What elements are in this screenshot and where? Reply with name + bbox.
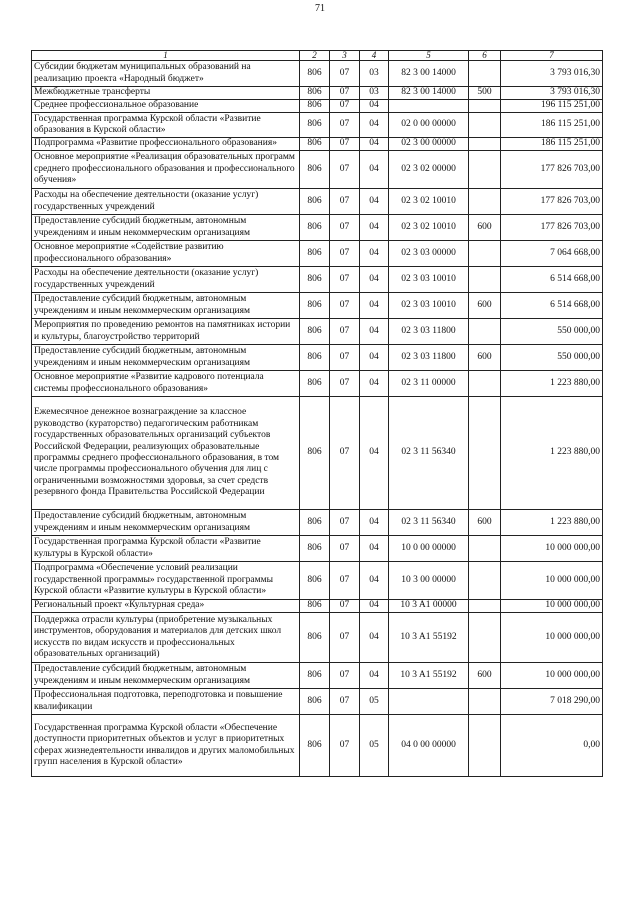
- section-code: 07: [330, 100, 360, 113]
- section-code: 07: [330, 600, 360, 613]
- table-row: [32, 113, 603, 138]
- amount: 7 018 290,00: [501, 689, 603, 715]
- subsection-code: 04: [360, 345, 389, 371]
- section-code: 07: [330, 319, 360, 345]
- expense-type-code: [469, 397, 501, 510]
- amount: 10 000 000,00: [501, 663, 603, 689]
- item-name: Региональный проект «Культурная среда»: [32, 600, 300, 613]
- expense-type-code: 600: [469, 663, 501, 689]
- table-row: [32, 613, 603, 663]
- expense-type-code: [469, 536, 501, 562]
- expense-type-code: [469, 267, 501, 293]
- section-code: 07: [330, 663, 360, 689]
- section-code: 07: [330, 61, 360, 87]
- expense-type-code: [469, 100, 501, 113]
- ministry-code: 806: [300, 151, 330, 189]
- amount: 186 115 251,00: [501, 113, 603, 138]
- target-article-code: 10 3 A1 00000: [389, 600, 469, 613]
- budget-table: [31, 50, 603, 777]
- table-row: [32, 600, 603, 613]
- ministry-code: 806: [300, 215, 330, 241]
- target-article-code: [389, 100, 469, 113]
- section-code: 07: [330, 613, 360, 663]
- expense-type-code: [469, 61, 501, 87]
- section-code: 07: [330, 715, 360, 777]
- ministry-code: 806: [300, 319, 330, 345]
- header-row: [32, 51, 603, 61]
- subsection-code: 04: [360, 241, 389, 267]
- expense-type-code: [469, 138, 501, 151]
- item-name: Государственная программа Курской области «Обеспечение доступности приоритетных объектов и услуг в приоритетных сферах жизнедеятельности инвалидов и других маломобильных групп населения в Курской области»: [32, 715, 300, 777]
- target-article-code: 82 3 00 14000: [389, 87, 469, 100]
- ministry-code: 806: [300, 113, 330, 138]
- expense-type-code: [469, 151, 501, 189]
- table-row: [32, 267, 603, 293]
- amount: 550 000,00: [501, 319, 603, 345]
- page-number: 71: [315, 3, 325, 14]
- amount: 10 000 000,00: [501, 562, 603, 600]
- target-article-code: 10 3 00 00000: [389, 562, 469, 600]
- section-code: 07: [330, 293, 360, 319]
- ministry-code: 806: [300, 613, 330, 663]
- ministry-code: 806: [300, 138, 330, 151]
- item-name: Профессиональная подготовка, переподготовка и повышение квалификации: [32, 689, 300, 715]
- section-code: 07: [330, 397, 360, 510]
- item-name: Основное мероприятие «Реализация образовательных программ среднего профессионального образования и профессионального обучения»: [32, 151, 300, 189]
- target-article-code: 02 3 03 00000: [389, 241, 469, 267]
- subsection-code: 03: [360, 61, 389, 87]
- target-article-code: 10 3 A1 55192: [389, 663, 469, 689]
- expense-type-code: 600: [469, 215, 501, 241]
- amount: 1 223 880,00: [501, 397, 603, 510]
- ministry-code: 806: [300, 293, 330, 319]
- subsection-code: 04: [360, 215, 389, 241]
- ministry-code: 806: [300, 397, 330, 510]
- target-article-code: 02 3 11 00000: [389, 371, 469, 397]
- target-article-code: 02 3 02 10010: [389, 215, 469, 241]
- table-row: [32, 689, 603, 715]
- expense-type-code: [469, 113, 501, 138]
- expense-type-code: [469, 562, 501, 600]
- target-article-code: 82 3 00 14000: [389, 61, 469, 87]
- amount: 10 000 000,00: [501, 613, 603, 663]
- subsection-code: 04: [360, 536, 389, 562]
- column-header: 3: [330, 51, 360, 61]
- item-name: Поддержка отрасли культуры (приобретение музыкальных инструментов, оборудования и материалов для детских школ искусств по видам искусств и профессиональных образовательных организаций): [32, 613, 300, 663]
- item-name: Предоставление субсидий бюджетным, автономным учреждениям и иным некоммерческим организациям: [32, 663, 300, 689]
- section-code: 07: [330, 241, 360, 267]
- amount: 177 826 703,00: [501, 215, 603, 241]
- section-code: 07: [330, 189, 360, 215]
- item-name: Расходы на обеспечение деятельности (оказание услуг) государственных учреждений: [32, 189, 300, 215]
- section-code: 07: [330, 689, 360, 715]
- target-article-code: 02 3 03 11800: [389, 319, 469, 345]
- ministry-code: 806: [300, 100, 330, 113]
- table-row: [32, 510, 603, 536]
- target-article-code: 02 3 11 56340: [389, 510, 469, 536]
- ministry-code: 806: [300, 345, 330, 371]
- expense-type-code: [469, 600, 501, 613]
- subsection-code: 05: [360, 715, 389, 777]
- item-name: Расходы на обеспечение деятельности (оказание услуг) государственных учреждений: [32, 267, 300, 293]
- expense-type-code: 500: [469, 87, 501, 100]
- ministry-code: 806: [300, 663, 330, 689]
- ministry-code: 806: [300, 189, 330, 215]
- amount: 7 064 668,00: [501, 241, 603, 267]
- table-row: [32, 87, 603, 100]
- amount: 196 115 251,00: [501, 100, 603, 113]
- amount: 1 223 880,00: [501, 371, 603, 397]
- target-article-code: 02 3 00 00000: [389, 138, 469, 151]
- item-name: Субсидии бюджетам муниципальных образований на реализацию проекта «Народный бюджет»: [32, 61, 300, 87]
- subsection-code: 04: [360, 151, 389, 189]
- target-article-code: 02 3 02 00000: [389, 151, 469, 189]
- target-article-code: 02 3 03 10010: [389, 267, 469, 293]
- expense-type-code: [469, 715, 501, 777]
- subsection-code: 04: [360, 613, 389, 663]
- item-name: Государственная программа Курской области «Развитие образования в Курской области»: [32, 113, 300, 138]
- expense-type-code: 600: [469, 345, 501, 371]
- table-row: [32, 151, 603, 189]
- amount: 3 793 016,30: [501, 87, 603, 100]
- column-header: 4: [360, 51, 389, 61]
- ministry-code: 806: [300, 536, 330, 562]
- target-article-code: 02 3 03 11800: [389, 345, 469, 371]
- ministry-code: 806: [300, 715, 330, 777]
- table-row: [32, 562, 603, 600]
- item-name: Межбюджетные трансферты: [32, 87, 300, 100]
- expense-type-code: [469, 371, 501, 397]
- table-row: [32, 319, 603, 345]
- ministry-code: 806: [300, 241, 330, 267]
- section-code: 07: [330, 151, 360, 189]
- target-article-code: 02 0 00 00000: [389, 113, 469, 138]
- column-header: 5: [389, 51, 469, 61]
- amount: 6 514 668,00: [501, 267, 603, 293]
- amount: 0,00: [501, 715, 603, 777]
- target-article-code: 02 3 11 56340: [389, 397, 469, 510]
- item-name: Подпрограмма «Развитие профессионального образования»: [32, 138, 300, 151]
- column-header: 6: [469, 51, 501, 61]
- section-code: 07: [330, 87, 360, 100]
- target-article-code: 10 0 00 00000: [389, 536, 469, 562]
- subsection-code: 04: [360, 293, 389, 319]
- subsection-code: 04: [360, 189, 389, 215]
- expense-type-code: 600: [469, 510, 501, 536]
- subsection-code: 05: [360, 689, 389, 715]
- subsection-code: 04: [360, 267, 389, 293]
- amount: 10 000 000,00: [501, 536, 603, 562]
- table-row: [32, 138, 603, 151]
- expense-type-code: [469, 189, 501, 215]
- table-row: [32, 293, 603, 319]
- table-row: [32, 715, 603, 777]
- expense-type-code: [469, 241, 501, 267]
- subsection-code: 04: [360, 113, 389, 138]
- amount: 177 826 703,00: [501, 151, 603, 189]
- subsection-code: 04: [360, 600, 389, 613]
- amount: 3 793 016,30: [501, 61, 603, 87]
- amount: 10 000 000,00: [501, 600, 603, 613]
- item-name: Предоставление субсидий бюджетным, автономным учреждениям и иным некоммерческим организациям: [32, 510, 300, 536]
- item-name: Подпрограмма «Обеспечение условий реализации государственной программы» государственной программы Курской области «Развитие культуры в Курской области»: [32, 562, 300, 600]
- item-name: Основное мероприятие «Развитие кадрового потенциала системы профессионального образования»: [32, 371, 300, 397]
- subsection-code: 04: [360, 100, 389, 113]
- item-name: Предоставление субсидий бюджетным, автономным учреждениям и иным некоммерческим организациям: [32, 345, 300, 371]
- column-header: 1: [32, 51, 300, 61]
- amount: 186 115 251,00: [501, 138, 603, 151]
- amount: 550 000,00: [501, 345, 603, 371]
- table-row: [32, 663, 603, 689]
- amount: 177 826 703,00: [501, 189, 603, 215]
- table-row: [32, 371, 603, 397]
- amount: 1 223 880,00: [501, 510, 603, 536]
- table-row: [32, 241, 603, 267]
- target-article-code: 02 3 02 10010: [389, 189, 469, 215]
- table-row: [32, 345, 603, 371]
- section-code: 07: [330, 510, 360, 536]
- item-name: Среднее профессиональное образование: [32, 100, 300, 113]
- ministry-code: 806: [300, 689, 330, 715]
- section-code: 07: [330, 536, 360, 562]
- subsection-code: 04: [360, 510, 389, 536]
- subsection-code: 04: [360, 371, 389, 397]
- table-row: [32, 189, 603, 215]
- ministry-code: 806: [300, 562, 330, 600]
- target-article-code: [389, 689, 469, 715]
- ministry-code: 806: [300, 61, 330, 87]
- subsection-code: 04: [360, 663, 389, 689]
- column-header: 7: [501, 51, 603, 61]
- subsection-code: 04: [360, 138, 389, 151]
- ministry-code: 806: [300, 600, 330, 613]
- section-code: 07: [330, 371, 360, 397]
- column-header: 2: [300, 51, 330, 61]
- section-code: 07: [330, 345, 360, 371]
- amount: 6 514 668,00: [501, 293, 603, 319]
- section-code: 07: [330, 215, 360, 241]
- item-name: Ежемесячное денежное вознаграждение за классное руководство (кураторство) педагогическим работникам государственных образовательных организаций субъектов Российской Федерации, реализующих образовательные программы среднего профессионального образования, в том числе программы профессионального обучения для лиц с ограниченными возможностями здоровья, за счет средств резервного фонда Правительства Российской Федерации: [32, 397, 300, 510]
- expense-type-code: 600: [469, 293, 501, 319]
- subsection-code: 04: [360, 562, 389, 600]
- section-code: 07: [330, 267, 360, 293]
- expense-type-code: [469, 689, 501, 715]
- section-code: 07: [330, 562, 360, 600]
- table-row: [32, 61, 603, 87]
- section-code: 07: [330, 113, 360, 138]
- item-name: Основное мероприятие «Содействие развитию профессионального образования»: [32, 241, 300, 267]
- table-row: [32, 215, 603, 241]
- item-name: Предоставление субсидий бюджетным, автономным учреждениям и иным некоммерческим организациям: [32, 293, 300, 319]
- table-row: [32, 100, 603, 113]
- subsection-code: 03: [360, 87, 389, 100]
- subsection-code: 04: [360, 397, 389, 510]
- ministry-code: 806: [300, 371, 330, 397]
- table-row: [32, 397, 603, 510]
- ministry-code: 806: [300, 510, 330, 536]
- table-body: [32, 61, 603, 777]
- target-article-code: 04 0 00 00000: [389, 715, 469, 777]
- target-article-code: 10 3 A1 55192: [389, 613, 469, 663]
- section-code: 07: [330, 138, 360, 151]
- item-name: Мероприятия по проведению ремонтов на памятниках истории и культуры, благоустройство территорий: [32, 319, 300, 345]
- expense-type-code: [469, 319, 501, 345]
- subsection-code: 04: [360, 319, 389, 345]
- target-article-code: 02 3 03 10010: [389, 293, 469, 319]
- expense-type-code: [469, 613, 501, 663]
- item-name: Государственная программа Курской области «Развитие культуры в Курской области»: [32, 536, 300, 562]
- table-row: [32, 536, 603, 562]
- ministry-code: 806: [300, 87, 330, 100]
- item-name: Предоставление субсидий бюджетным, автономным учреждениям и иным некоммерческим организациям: [32, 215, 300, 241]
- ministry-code: 806: [300, 267, 330, 293]
